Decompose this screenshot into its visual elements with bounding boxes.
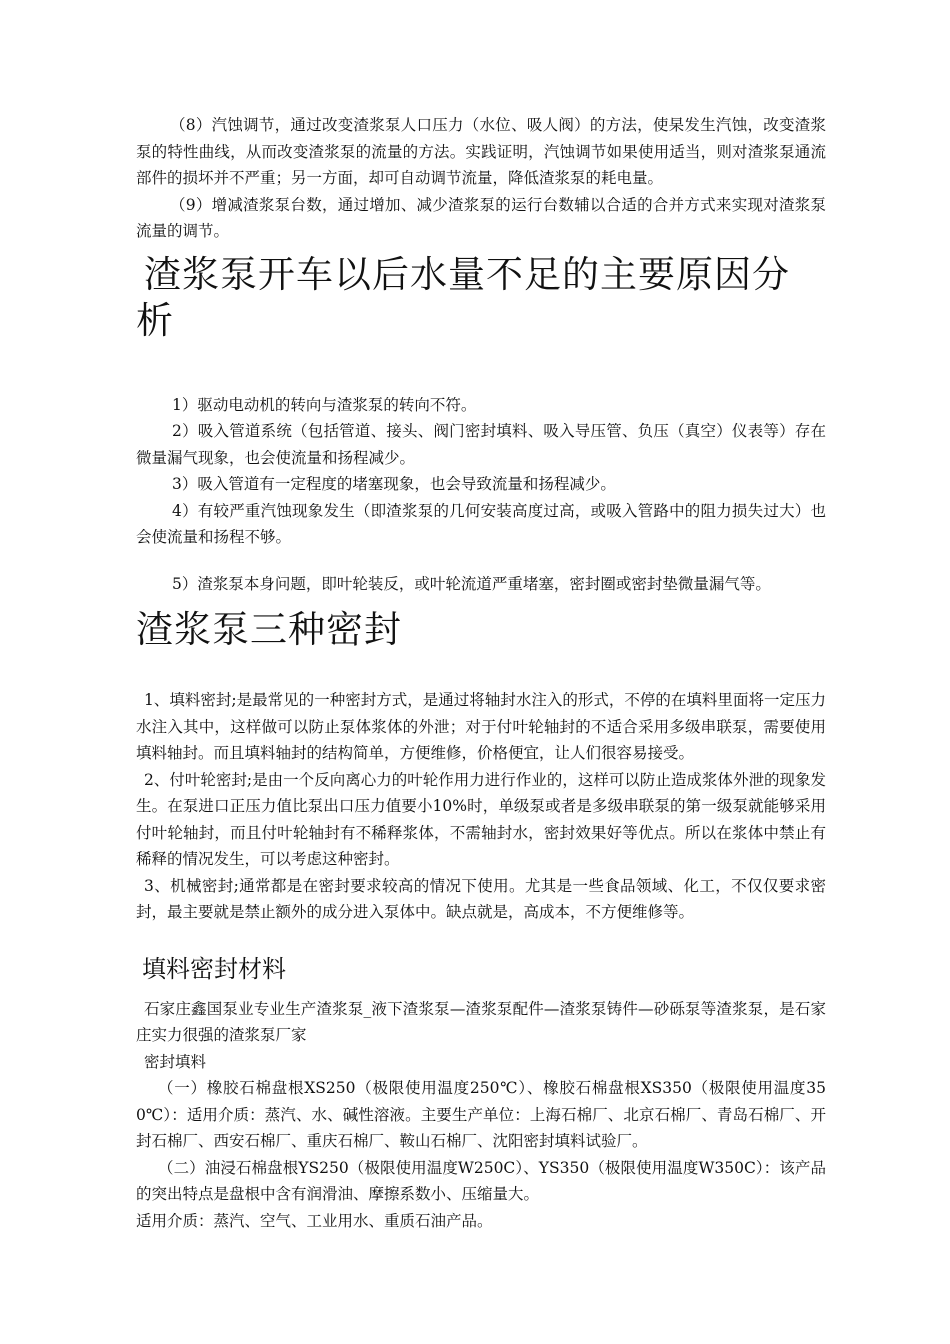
subheading-packing: 密封填料 (144, 1052, 207, 1071)
document-page (136, 112, 826, 1234)
paragraph-8: （8）汽蚀调节，通过改变渣浆泵人口压力（水位、吸人阀）的方法，使杲发生汽蚀，改变渣浆泵的特性曲线，从而改变渣浆泵的流量的方法。实践证明，汽蚀调节如果使用适当，则对渣浆泵通流部件的损坏并不严重；另一方面，却可自动调节流量，降低渣浆泵的耗电量。 (136, 116, 826, 187)
packing-item-2: （二）油浸石棉盘根YS250（极限使用温度W250C）、YS350（极限使用温度W350C）：该产品的突出特点是盘根中含有润滑油、摩擦系数小、压缩量大。 (136, 1158, 826, 1203)
packing-item-3: 适用介质：蒸汽、空气、工业用水、重质石油产品。 (136, 1211, 493, 1230)
seal-item-1: 1、填料密封;是最常见的一种密封方式，是通过将轴封水注入的形式，不停的在填料里面将一定压力水注入其中，这样做可以防止泵体浆体的外泄；对于付叶轮轴封的不适合采用多级串联泵，需要使用填料轴封。而且填料轴封的结构简单，方便维修，价格便宜，让人们很容易接受。 (136, 691, 826, 762)
packing-item-1: （一）橡胶石棉盘根XS250（极限使用温度250℃）、橡胶石棉盘根XS350（极限使用温度350℃）：适用介质：蒸汽、水、碱性溶液。主要生产单位：上海石棉厂、北京石棉厂、青岛石棉厂、开封石棉厂、西安石棉厂、重庆石棉厂、鞍山石棉厂、沈阳密封填料试验厂。 (136, 1079, 826, 1150)
seal-item-2: 2、付叶轮密封;是由一个反向离心力的叶轮作用力进行作业的，这样可以防止造成浆体外泄的现象发生。在泵进口正压力值比泵出口压力值要小10%时，单级泵或者是多级串联泵的第一级泵就能够采用付叶轮轴封，而且付叶轮轴封有不稀释浆体，不需轴封水，密封效果好等优点。所以在浆体中禁止有稀释的情况发生，可以考虑这种密封。 (136, 770, 826, 868)
heading-water-shortage: 渣浆泵开车以后水量不足的主要原因分析 (136, 252, 790, 342)
cause-item-2: 2）吸入管道系统（包括管道、接头、阀门密封填料、吸入导压管、负压（真空）仪表等）存在微量漏气现象，也会使流量和扬程减少。 (136, 422, 826, 467)
heading-three-seals: 渣浆泵三种密封 (136, 608, 402, 651)
seal-item-3: 3、机械密封;通常都是在密封要求较高的情况下使用。尤其是一些食品领域、化工，不仅仅要求密封，最主要就是禁止额外的成分进入泵体中。缺点就是，高成本，不方便维修等。 (136, 876, 826, 921)
cause-item-3: 3）吸入管道有一定程度的堵塞现象，也会导致流量和扬程减少。 (172, 475, 616, 493)
company-intro: 石家庄鑫国泵业专业生产渣浆泵_液下渣浆泵—渣浆泵配件—渣浆泵铸件—砂砾泵等渣浆泵，是石家庄实力很强的渣浆泵厂家 (136, 999, 826, 1044)
spacer (136, 344, 826, 392)
paragraph-9: （9）增减渣浆泵台数，通过增加、减少渣浆泵的运行台数辅以合适的合并方式来实现对渣浆泵流量的调节。 (136, 195, 826, 240)
cause-item-1: 1）驱动电动机的转向与渣浆泵的转向不符。 (172, 395, 477, 414)
cause-item-5: 5）渣浆泵本身问题，即叶轮装反，或叶轮流道严重堵塞，密封圈或密封垫微量漏气等。 (172, 574, 771, 593)
cause-item-4: 4）有较严重汽蚀现象发生（即渣浆泵的几何安装高度过高，或吸入管路中的阻力损失过大）也会使流量和扬程不够。 (136, 501, 826, 546)
heading-packing-materials: 填料密封材料 (142, 954, 286, 983)
spacer (136, 653, 826, 687)
